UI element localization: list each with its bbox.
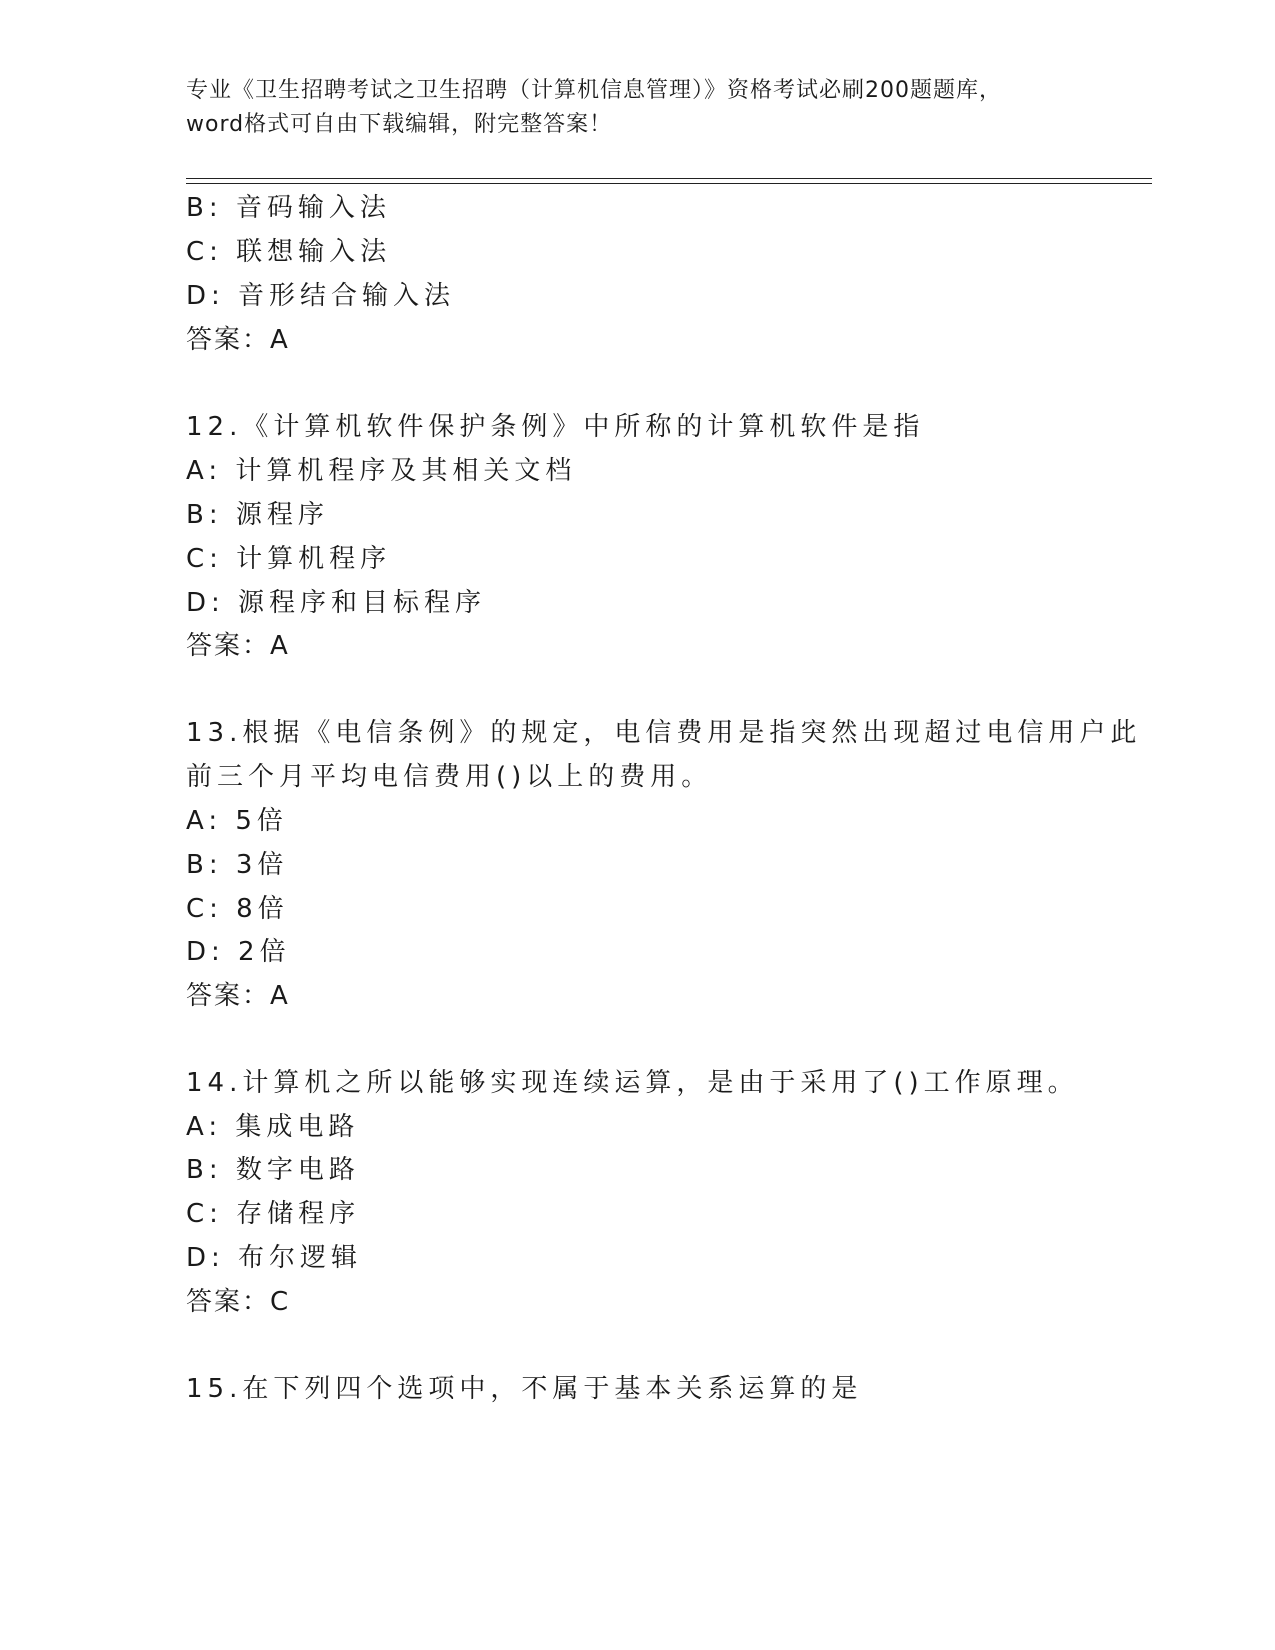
q11-option-b: B: 音码输入法	[186, 193, 391, 223]
q13-option-d: D: 2倍	[186, 937, 291, 967]
header-divider	[186, 178, 1152, 179]
q15-question: 15.在下列四个选项中，不属于基本关系运算的是	[186, 1374, 863, 1404]
q13-question-line-2: 前三个月平均电信费用()以上的费用。	[186, 762, 713, 792]
q14-option-a: A: 集成电路	[186, 1112, 360, 1142]
q12-option-c: C: 计算机程序	[186, 544, 392, 574]
header-title-line-2: word格式可自由下载编辑，附完整答案！	[186, 112, 613, 137]
q13-option-c: C: 8倍	[186, 894, 289, 924]
q14-question: 14.计算机之所以能够实现连续运算，是由于采用了()工作原理。	[186, 1068, 1079, 1098]
q13-option-b: B: 3倍	[186, 850, 289, 880]
q13-answer: 答案：A	[186, 981, 290, 1011]
q12-option-d: D: 源程序和目标程序	[186, 588, 487, 618]
q14-option-d: D: 布尔逻辑	[186, 1243, 363, 1273]
q14-option-c: C: 存储程序	[186, 1199, 361, 1229]
q11-answer: 答案：A	[186, 325, 290, 355]
q14-answer: 答案：C	[186, 1287, 291, 1317]
q13-option-a: A: 5倍	[186, 806, 288, 836]
q11-option-c: C: 联想输入法	[186, 237, 392, 267]
document-header	[186, 74, 1086, 142]
q11-option-d: D: 音形结合输入法	[186, 281, 456, 311]
q13-question-line-1: 13.根据《电信条例》的规定，电信费用是指突然出现超过电信用户此	[186, 718, 1142, 748]
q14-option-b: B: 数字电路	[186, 1155, 360, 1185]
header-title-line-1: 专业《卫生招聘考试之卫生招聘（计算机信息管理）》资格考试必刷200题题库，	[186, 78, 1002, 103]
q12-answer: 答案：A	[186, 631, 290, 661]
q12-question: 12.《计算机软件保护条例》中所称的计算机软件是指	[186, 412, 925, 442]
q12-option-a: A: 计算机程序及其相关文档	[186, 456, 577, 486]
q12-option-b: B: 源程序	[186, 500, 329, 530]
header-divider-double	[186, 183, 1152, 184]
